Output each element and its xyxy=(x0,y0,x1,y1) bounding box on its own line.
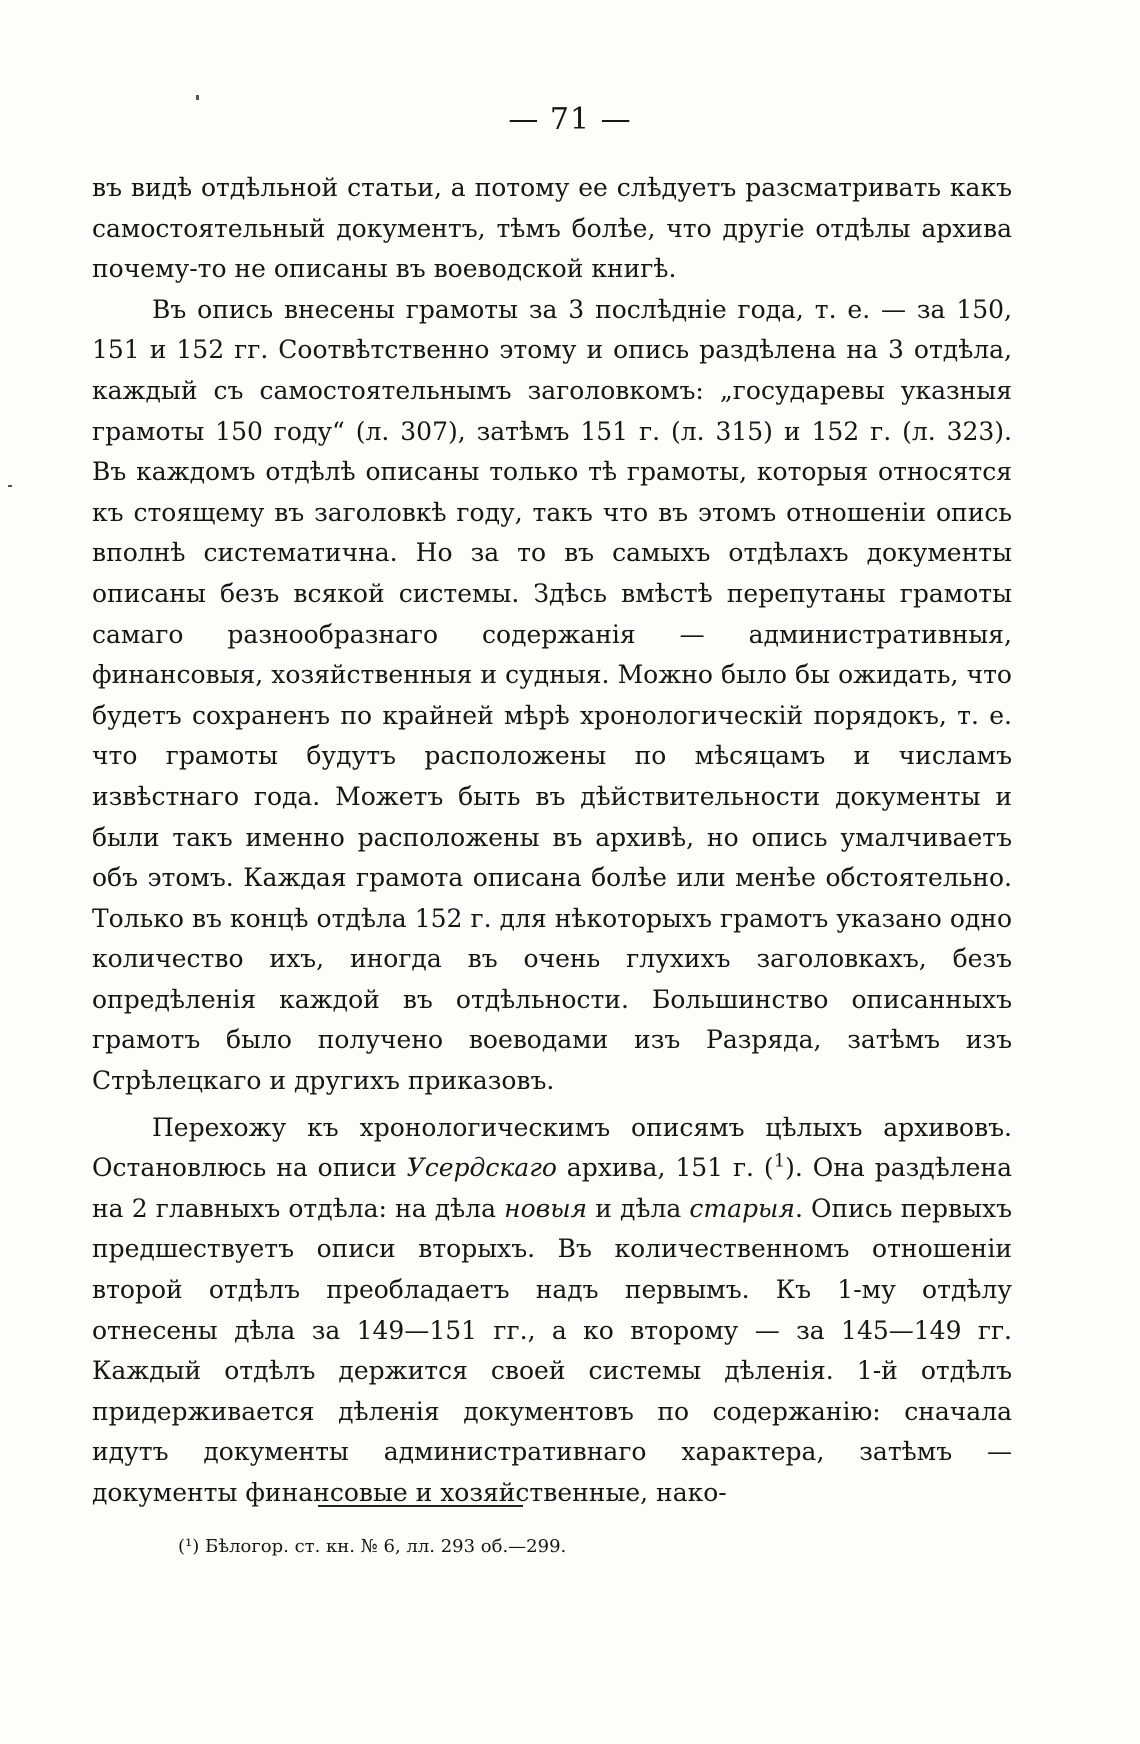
text-run: архива, 151 г. ( xyxy=(556,1153,774,1183)
italic-old: старыя xyxy=(689,1193,795,1223)
text-run: ). Она раздѣлена на 2 главныхъ отдѣла: на дѣла xyxy=(92,1153,1012,1223)
footnote-text: Бѣлогор. ст. кн. № 6, лл. 293 об.—299. xyxy=(199,1536,567,1557)
paragraph-inventory-description: Въ опись внесены грамоты за 3 послѣдніе года, т. е. — за 150, 151 и 152 гг. Соотвѣтственно этому и опись раздѣлена на 3 отдѣла, каждый съ самостоятельнымъ заголовкомъ: „государевы указныя грамоты 150 году“ (л. 307), затѣмъ 151 г. (л. 315) и 152 г. (л. 323). Въ каждомъ отдѣлѣ описаны только тѣ грамоты, которыя относятся къ стоящему въ заголовкѣ году, такъ что въ этомъ отношеніи опись вполнѣ систематична. Но за то въ самыхъ отдѣлахъ документы описаны безъ всякой системы. Здѣсь вмѣстѣ перепутаны грамоты самаго разнообразнаго содержанія — административныя, финансовыя, хозяйственныя и судныя. Можно было бы ожидать, что будетъ сохраненъ по крайней мѣрѣ хронологическій порядокъ, т. е. что грамоты будутъ расположены по мѣсяцамъ и числамъ извѣстнаго года. Можетъ быть въ дѣйствительности документы и были такъ именно расположены въ архивѣ, но опись умалчиваетъ объ этомъ. Каждая грамота описана болѣе или менѣе обстоятельно. Только въ концѣ отдѣла 152 г. для нѣкоторыхъ грамотъ указано одно количество ихъ, иногда въ очень глухихъ заголовкахъ, безъ опредѣленія каждой въ отдѣльности. Большинство описанныхъ грамотъ было получено воеводами изъ Разряда, затѣмъ изъ Стрѣлецкаго и другихъ приказовъ. xyxy=(92,294,1012,1096)
body-text xyxy=(92,168,1012,1514)
scan-speck xyxy=(8,485,12,487)
page-number: — 71 — xyxy=(508,102,632,137)
text-run: и дѣла xyxy=(587,1193,690,1223)
italic-usersk: Усердскаго xyxy=(406,1153,557,1183)
footnote-marker: (¹) xyxy=(178,1536,200,1557)
paragraph-continuation: въ видѣ отдѣльной статьи, а потому ее слѣдуетъ разсматривать какъ самостоятельный документъ, тѣмъ болѣе, что другіе отдѣлы архива почему-то не описаны въ воеводской книгѣ. xyxy=(92,173,1012,284)
footnote-divider xyxy=(318,1505,523,1507)
italic-new: новыя xyxy=(504,1193,588,1223)
text-run: . Опись первыхъ предшествуетъ описи вторыхъ. Въ количественномъ отношеніи второй отдѣлъ преобладаетъ надъ первымъ. Къ 1-му отдѣлу отнесены дѣла за 149—151 гг., а ко второму — за 145—149 гг. Каждый отдѣлъ держится своей системы дѣленія. 1-й отдѣлъ придерживается дѣленія документовъ по содержанію: сначала идутъ документы административнаго характера, затѣмъ — документы финансовые и хозяйственные, нако- xyxy=(92,1193,1013,1507)
text-run: Перехожу къ хронологическимъ описямъ цѣлыхъ архивовъ. Остановлюсь на описи xyxy=(92,1112,1012,1183)
footnote-reference[interactable]: 1 xyxy=(773,1150,786,1172)
footnote xyxy=(178,1535,566,1559)
scan-speck xyxy=(196,95,199,100)
paragraph-chronological-archives xyxy=(92,1108,1012,1514)
